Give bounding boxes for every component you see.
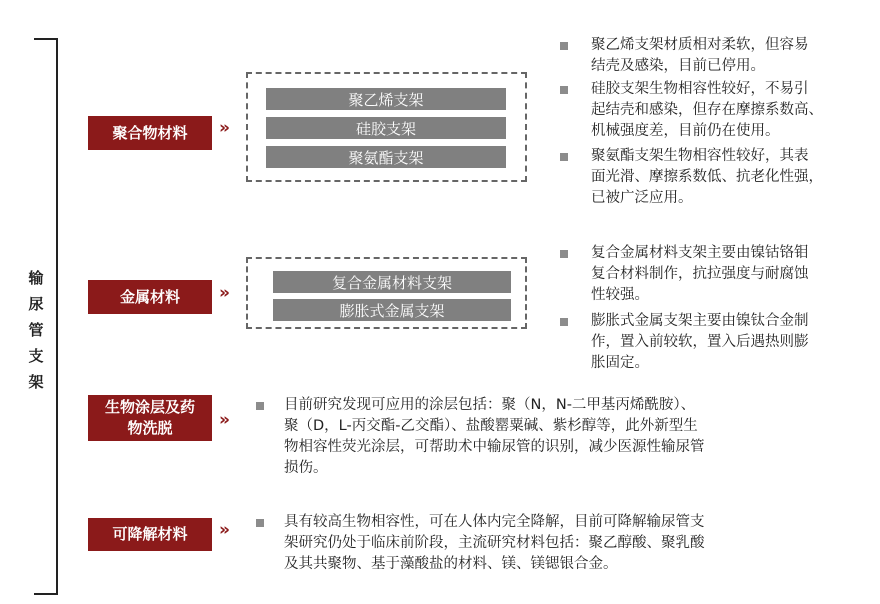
description-line: 目前研究发现可应用的涂层包括：聚（N，N-二甲基丙烯酰胺）、 [284, 397, 696, 413]
bullet-icon [560, 42, 568, 50]
description-silicone [591, 79, 823, 142]
description-expandable-metal [591, 311, 809, 374]
description-line: 聚氨酯支架生物相容性较好，其表 [591, 148, 809, 164]
description-line: 起结壳和感染，但存在摩擦系数高、 [591, 102, 823, 118]
arrow-icon: » [219, 410, 227, 430]
root-label-char: 输 [28, 269, 44, 287]
arrow-icon: » [219, 520, 227, 540]
description-line: 及其共聚物、基于藻酸盐的材料、镁、镁锶银合金。 [284, 556, 618, 572]
subtype-silicone: 硅胶支架 [266, 117, 506, 139]
root-label-char: 架 [28, 373, 44, 391]
category-degradable: 可降解材料 [88, 518, 212, 551]
arrow-icon: » [219, 283, 227, 303]
arrow-icon: » [219, 118, 227, 138]
subtype-expandable-metal: 膨胀式金属支架 [273, 299, 511, 321]
description-line: 复合金属材料支架主要由镍钴铬钼 [591, 245, 809, 261]
bullet-icon [560, 318, 568, 326]
root-label-char: 支 [28, 347, 44, 365]
description-line: 机械强度差，目前仍在使用。 [591, 123, 780, 139]
description-line: 聚（D，L-丙交酯-乙交酯）、盐酸罂粟碱、紫杉醇等，此外新型生 [284, 418, 698, 434]
description-polyurethane [591, 146, 823, 209]
description-line: 架研究仍处于临床前阶段，主流研究材料包括：聚乙醇酸、聚乳酸 [284, 535, 705, 551]
description-degradable [284, 512, 705, 575]
description-line: 结壳及感染，目前已停用。 [591, 58, 765, 74]
description-line: 已被广泛应用。 [591, 190, 693, 206]
description-line: 面光滑、摩擦系数低、抗老化性强， [591, 169, 823, 185]
subtype-polyethylene: 聚乙烯支架 [266, 88, 506, 110]
description-line: 物相容性荧光涂层，可帮助术中输尿管的识别，减少医源性输尿管 [284, 439, 705, 455]
category-metal: 金属材料 [88, 280, 212, 314]
description-line: 复合材料制作，抗拉强度与耐腐蚀 [591, 266, 809, 282]
root-label-char: 管 [28, 321, 44, 339]
root-label-char: 尿 [28, 295, 44, 313]
description-line: 损伤。 [284, 460, 328, 476]
description-line: 具有较高生物相容性，可在人体内完全降解，目前可降解输尿管支 [284, 514, 705, 530]
bullet-icon [560, 86, 568, 94]
root-label [20, 265, 52, 395]
subtype-composite-metal: 复合金属材料支架 [273, 271, 511, 293]
description-line: 作，置入前较软，置入后遇热则膨 [591, 334, 809, 350]
bullet-icon [560, 250, 568, 258]
description-line: 聚乙烯支架材质相对柔软，但容易 [591, 37, 809, 53]
description-line: 性较强。 [591, 287, 649, 303]
bullet-icon [560, 153, 568, 161]
category-label-line: 生物涂层及药 [104, 398, 195, 416]
category-label-line: 物洗脱 [127, 419, 173, 437]
description-line: 胀固定。 [591, 355, 649, 371]
description-line: 硅胶支架生物相容性较好，不易引 [591, 81, 809, 97]
description-polyethylene [591, 35, 809, 77]
description-composite-metal [591, 243, 809, 306]
description-bio-coating [284, 395, 705, 479]
subtype-polyurethane: 聚氨酯支架 [266, 146, 506, 168]
bullet-icon [256, 402, 264, 410]
description-line: 膨胀式金属支架主要由镍钛合金制 [591, 313, 809, 329]
category-bio-coating [88, 395, 212, 441]
category-polymer: 聚合物材料 [88, 116, 212, 150]
bullet-icon [256, 519, 264, 527]
